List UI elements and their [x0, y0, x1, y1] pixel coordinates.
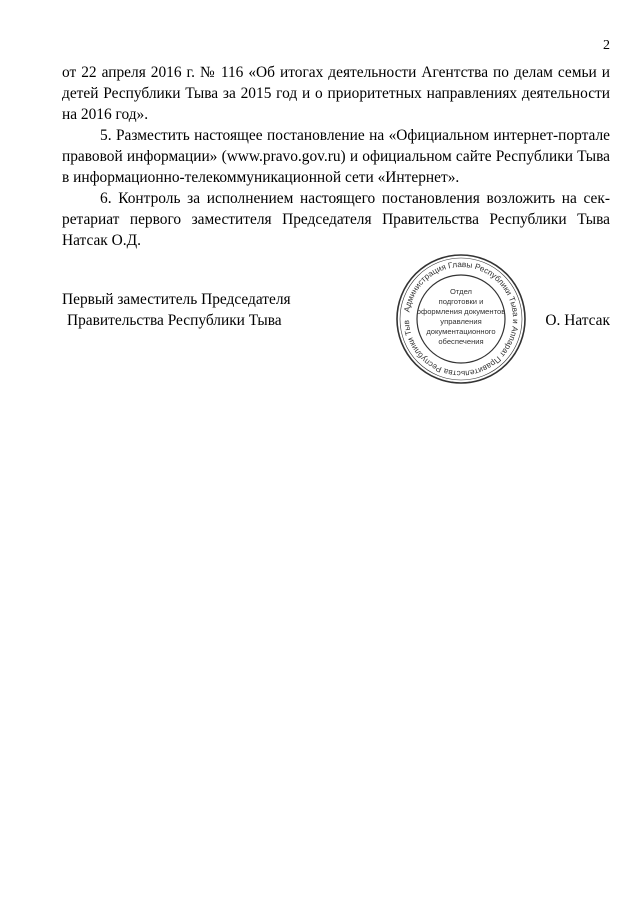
stamp-center-line: управления	[440, 317, 482, 326]
signatory-title-line-2: Правительства Республики Тыва	[67, 312, 282, 329]
paragraph-item-6: 6. Контроль за исполнением настоящего постановления возложить на сек-ретариат первого заместителя Председателя Правительства Республики Тыва Натсак О.Д.	[62, 190, 610, 249]
stamp-center-line: Отдел	[450, 287, 472, 296]
official-stamp	[394, 252, 528, 386]
paragraph-continuation: от 22 апреля 2016 г. № 116 «Об итогах деятельности Агентства по делам семьи и детей Республики Тыва за 2015 год и о приоритетных направлениях деятельности на 2016 год».	[62, 64, 610, 123]
stamp-center-line: документационного	[426, 327, 496, 336]
signatory-title	[62, 289, 291, 331]
signatory-name: О. Натсак	[545, 312, 610, 329]
stamp-ring-text: Администрация Главы Республики Тыва и Аппарат Правительства Республики Тыв	[401, 259, 521, 379]
page-number: 2	[603, 38, 610, 53]
stamp-seal-graphic	[394, 252, 528, 386]
stamp-center-line: обеспечения	[438, 337, 484, 346]
stamp-center-line: оформления документов	[416, 307, 506, 316]
signatory-title-line-1: Первый заместитель Председателя	[62, 291, 291, 308]
stamp-center-line: подготовки и	[438, 297, 484, 306]
document-body	[62, 62, 610, 251]
paragraph-item-5: 5. Разместить настоящее постановление на «Официальном интернет-портале правовой информации» (www.pravo.gov.ru) и официальном сайте Республики Тыва в информационно-телекоммуникационной сети «Интернет».	[62, 127, 610, 186]
